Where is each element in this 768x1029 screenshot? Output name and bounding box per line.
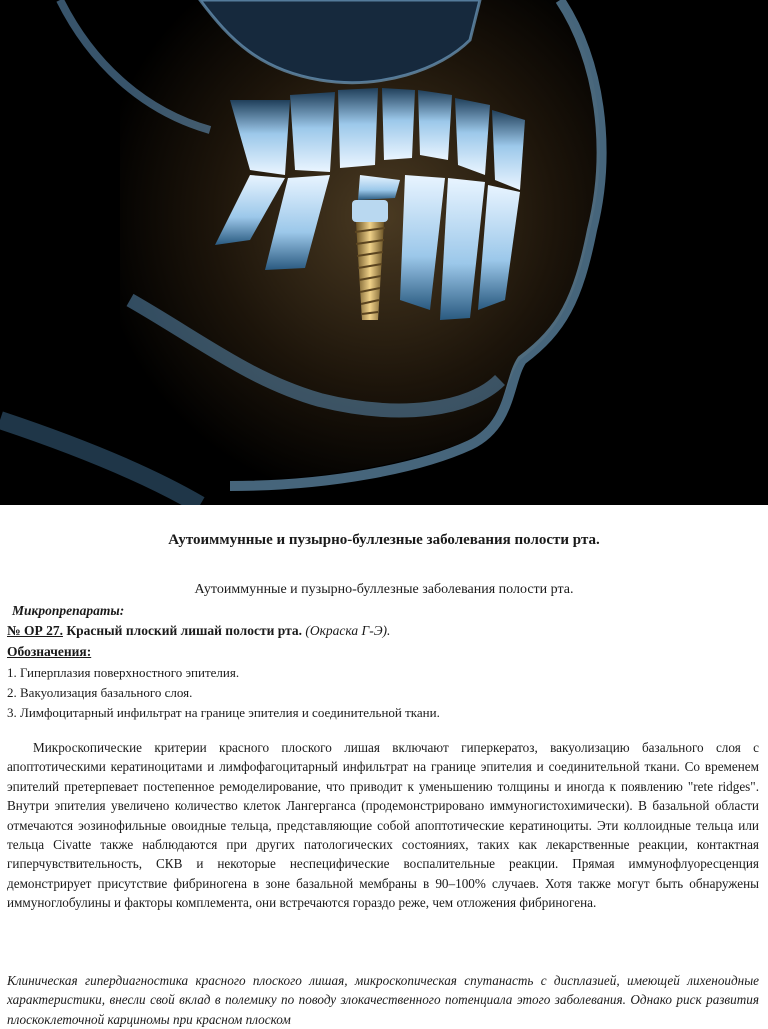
section-title: Аутоиммунные и пузырно-буллезные заболевания полости рта. (194, 582, 574, 597)
legend-item: 1. Гиперплазия поверхностного эпителия. (7, 665, 240, 680)
preparation-line (7, 623, 390, 639)
jaw-xray-illustration (0, 0, 768, 505)
legend-list (7, 663, 440, 723)
preparation-stain: (Окраска Г-Э). (302, 623, 391, 638)
body-paragraph-italic: Клиническая гипердиагностика красного плоского лишая, микроскопическая спутанасть с дисплазией, имеющей лихеноидные характеристики, внесли свой вклад в полемику по поводу злокачественного потенциала этого заболевания. Однако риск развития плоскоклеточной карциномы при красном плоском (7, 973, 759, 1027)
page-title: Аутоиммунные и пузырно-буллезные заболевания полости рта. (168, 532, 600, 548)
legend-title: Обозначения: (7, 644, 92, 659)
legend-item: 2. Вакуолизация базального слоя. (7, 685, 193, 700)
micro-label: Микропрепараты: (12, 603, 125, 618)
preparation-number: № ОР 27. (7, 623, 63, 638)
document-body (0, 505, 768, 1027)
body-paragraph: Микроскопические критерии красного плоского лишая включают гиперкератоз, вакуолизацию базального слоя с апоптотическими кератиноцитами и лимфофагоцитарный инфильтрат на границе эпителия и соединительной ткани. Со временем эпителий претерпевает постепенное ремоделирование, что приводит к уменьшению толщины и иногда к появлению "rete ridges". Внутри эпителия увеличено количество клеток Лангерганса (продемонстрировано иммуногистохимически). В базальной области отмечаются эозинофильные овоидные тельца, представляющие собой апоптотические кератиноциты. Эти коллоидные тельца или тельца Civatte также наблюдаются при других патологических состояниях, таких как лекарственные реакции, контактная гиперчувствительность, СКВ и некоторые неспецифические воспалительные реакции. Прямая иммунофлуоресценция демонстрирует присутствие фибриногена в зоне базальной мембраны в 90–100% случаев. Хотя также могут быть обнаружены иммуноглобулины и факторы комплемента, они встречаются гораздо реже, чем отложения фибриногена. (7, 740, 759, 911)
legend-item: 3. Лимфоцитарный инфильтрат на границе эпителия и соединительной ткани. (7, 705, 440, 720)
jaw-xray-image (0, 0, 768, 505)
preparation-name: Красный плоский лишай полости рта. (62, 623, 302, 638)
